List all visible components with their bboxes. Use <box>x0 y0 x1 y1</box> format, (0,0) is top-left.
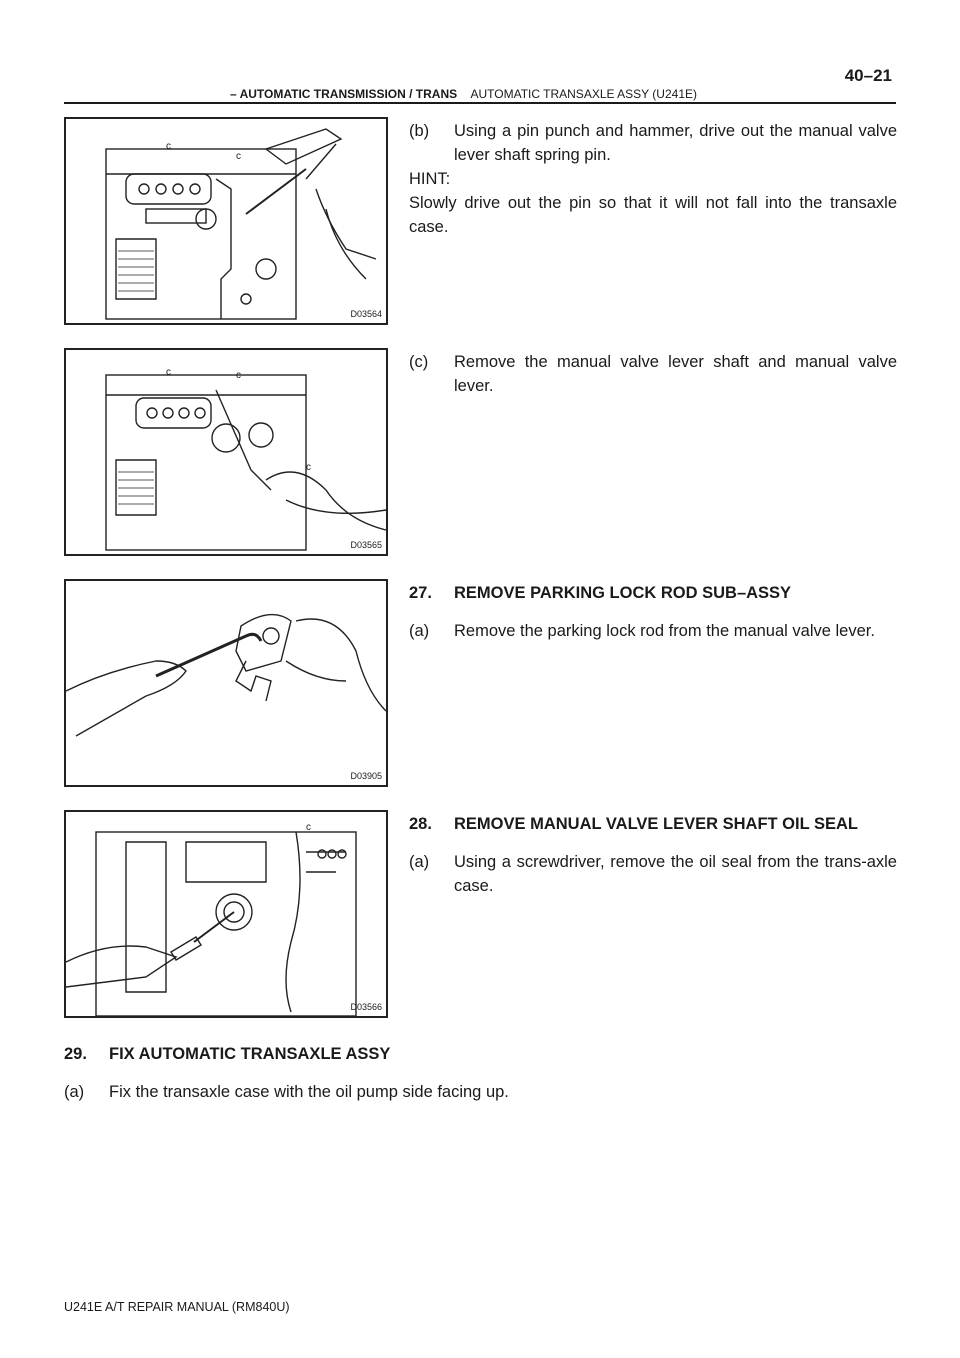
oil-seal-removal-illustration <box>66 812 386 1016</box>
step-label: (a) <box>409 853 430 871</box>
svg-text:c: c <box>236 370 241 381</box>
section-heading-27 <box>409 581 897 605</box>
parking-lock-rod-illustration <box>66 581 386 785</box>
step-text: Remove the parking lock rod from the manual valve lever. <box>454 622 875 640</box>
running-header <box>230 87 697 101</box>
step-c <box>409 350 897 398</box>
hint-text: Slowly drive out the pin so that it will not fall into the transaxle case. <box>409 194 897 236</box>
section-28-block <box>409 812 897 898</box>
step-b-block <box>409 119 897 239</box>
figure-id: D03565 <box>350 540 382 550</box>
section-number: 29. <box>64 1045 87 1063</box>
step-label: (b) <box>409 122 430 140</box>
step-b <box>409 119 897 167</box>
svg-text:c: c <box>166 141 171 152</box>
section-heading-28 <box>409 812 897 836</box>
step-text: Using a pin punch and hammer, drive out the manual valve lever shaft spring pin. <box>454 122 897 164</box>
section-number: 28. <box>409 815 432 833</box>
step-label: (c) <box>409 353 429 371</box>
step-label: (a) <box>64 1083 85 1101</box>
section-title: REMOVE MANUAL VALVE LEVER SHAFT OIL SEAL <box>454 815 858 833</box>
figure-illustration-3 <box>64 579 388 787</box>
step-a <box>409 850 897 898</box>
step-text: Using a screwdriver, remove the oil seal from the trans-axle case. <box>454 853 897 895</box>
spring-pin-punch-illustration <box>66 119 386 323</box>
svg-text:c: c <box>166 367 171 378</box>
step-text: Remove the manual valve lever shaft and manual valve lever. <box>454 353 897 395</box>
svg-text:c: c <box>236 151 241 162</box>
step-c-block <box>409 350 897 398</box>
subsection-title: AUTOMATIC TRANSAXLE ASSY (U241E) <box>470 87 697 101</box>
svg-text:c: c <box>306 822 311 833</box>
figure-id: D03564 <box>350 309 382 319</box>
header-rule <box>64 102 896 104</box>
section-29-block <box>64 1042 896 1104</box>
figure-illustration-1 <box>64 117 388 325</box>
step-label: (a) <box>409 622 430 640</box>
section-heading-29 <box>64 1042 896 1066</box>
page-footer: U241E A/T REPAIR MANUAL (RM840U) <box>64 1300 290 1314</box>
section-title: REMOVE PARKING LOCK ROD SUB–ASSY <box>454 584 792 602</box>
section-title: FIX AUTOMATIC TRANSAXLE ASSY <box>109 1045 391 1063</box>
section-title: – AUTOMATIC TRANSMISSION / TRANS <box>230 87 458 101</box>
step-a <box>64 1080 896 1104</box>
section-27-block <box>409 581 897 643</box>
figure-id: D03566 <box>350 1002 382 1012</box>
step-a <box>409 619 897 643</box>
page-number: 40–21 <box>844 66 892 85</box>
figure-illustration-2 <box>64 348 388 556</box>
manual-valve-lever-removal-illustration <box>66 350 386 554</box>
section-number: 27. <box>409 584 432 602</box>
step-text: Fix the transaxle case with the oil pump side facing up. <box>109 1083 509 1101</box>
figure-illustration-4 <box>64 810 388 1018</box>
page-header <box>64 60 896 100</box>
hint-label: HINT: <box>409 170 451 188</box>
svg-text:c: c <box>306 462 311 473</box>
figure-id: D03905 <box>350 771 382 781</box>
